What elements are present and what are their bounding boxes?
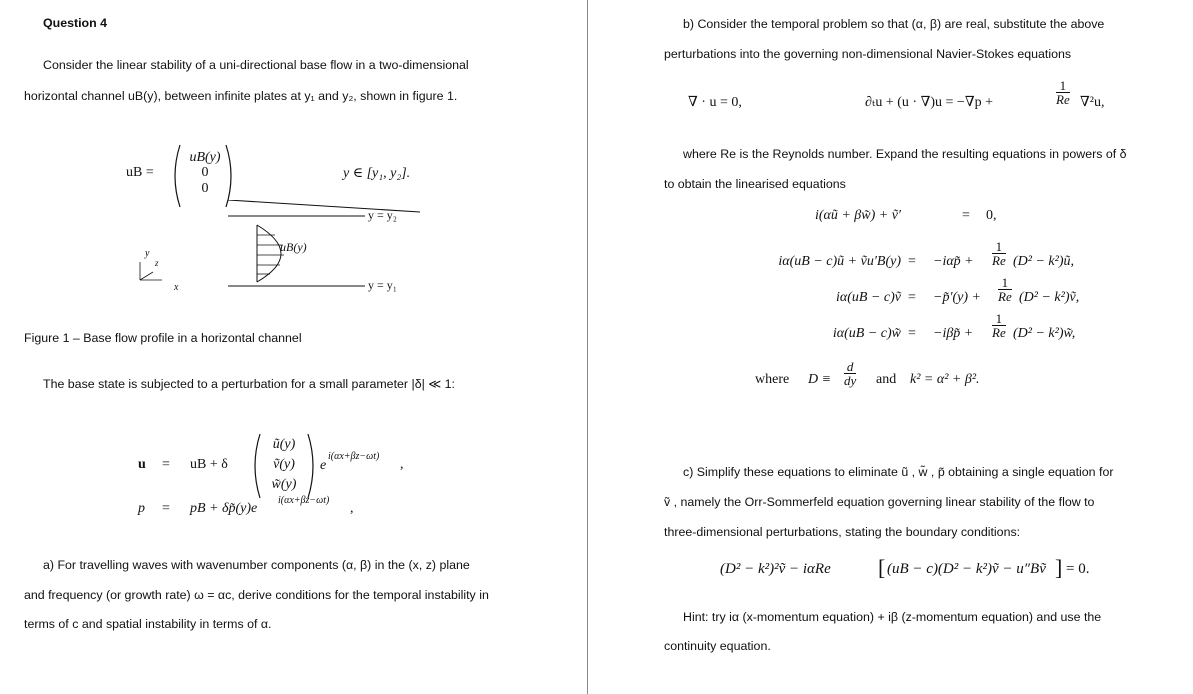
os-close-bracket: ] xyxy=(1055,555,1063,580)
reynolds-line-2: to obtain the linearised equations xyxy=(664,177,846,191)
pert-u-eq: = xyxy=(162,457,170,472)
ns-frac-num: 1 xyxy=(1056,79,1070,93)
pert-c1: ũ(y) xyxy=(272,437,296,452)
part-a-line-2: and frequency (or growth rate) ω = αc, derive conditions for the temporal instability in xyxy=(24,588,489,602)
lin-eq-4-lhs: iα(uB − c)w̃ xyxy=(832,326,901,341)
part-a-line-1: a) For travelling waves with wavenumber components (α, β) in the (x, z) plane xyxy=(43,558,470,572)
lin-eq-2-tail: (D² − k²)ũ, xyxy=(1013,254,1074,269)
base-vector-domain: y ∈ [y₁, y₂]. xyxy=(343,166,411,181)
frac-den: Re xyxy=(992,253,1006,268)
lin-eq-3-tail: (D² − k²)ṽ, xyxy=(1019,290,1080,305)
bottom-plate-label: y = y₁ xyxy=(368,278,397,292)
pert-u-lhs: u xyxy=(138,457,146,472)
axis-z-label: z xyxy=(155,258,159,268)
frac-den: Re xyxy=(992,325,1006,340)
os-open-bracket: [ xyxy=(878,555,886,580)
where-d-frac xyxy=(844,360,856,387)
velocity-profile xyxy=(257,225,281,282)
os-head: (D² − k²)²ṽ − iαRe xyxy=(720,561,831,577)
part-c-line-1: c) Simplify these equations to eliminate ũ , w̃ , p̃ obtaining a single equation for xyxy=(683,465,1114,479)
pert-p-rhs: pB + δp̃(y)e xyxy=(190,501,258,516)
where-D: D ≡ xyxy=(808,372,832,387)
pert-u-exponent: i(αx+βz−ωt) xyxy=(328,451,380,462)
figure-caption: Figure 1 – Base flow profile in a horizontal channel xyxy=(24,331,302,345)
hint-line-2: continuity equation. xyxy=(664,639,771,653)
axis-y-label: y xyxy=(145,248,150,259)
pert-u-comma: , xyxy=(400,457,404,472)
pert-p-lhs: p xyxy=(138,501,145,516)
where-and: and xyxy=(876,372,897,387)
lin-eq-3-rhs: −p̃′(y) + xyxy=(933,290,981,305)
frac-num: 1 xyxy=(992,312,1006,326)
part-a-line-3: terms of c and spatial instability in terms of α. xyxy=(24,617,272,631)
lin-eq-3-frac xyxy=(998,276,1012,303)
frac-den: Re xyxy=(998,289,1012,304)
ns-continuity: ∇ · u = 0, xyxy=(688,95,742,110)
part-c-line-3: three-dimensional perturbations, stating the boundary conditions: xyxy=(664,525,1021,539)
ns-momentum-lhs: ∂ₜu + (u · ∇)u = −∇p + xyxy=(865,95,993,110)
where-d-den: dy xyxy=(844,373,857,388)
frac-num: 1 xyxy=(998,276,1012,290)
lin-eq-1-eq: = xyxy=(962,208,970,223)
pert-c2: ṽ(y) xyxy=(273,457,295,472)
lin-eq-4-frac xyxy=(992,312,1006,339)
axis-x-label: x xyxy=(174,282,179,293)
intro-line-1: Consider the linear stability of a uni-directional base flow in a two-dimensional xyxy=(43,58,469,72)
pert-p-exponent: i(αx+βz−ωt) xyxy=(278,495,330,506)
lin-eq-2-rhs: −iαp̃ + xyxy=(933,254,974,269)
lin-eq-1-lhs: i(αũ + βw̃) + ṽ′ xyxy=(814,208,901,223)
lin-eq-4-eq: = xyxy=(908,326,916,341)
part-c-line-2: ṽ , namely the Orr-Sommerfeld equation governing linear stability of the flow to xyxy=(664,495,1095,509)
lin-eq-3-lhs: iα(uB − c)ṽ xyxy=(836,290,901,305)
hint-line-1: Hint: try iα (x-momentum equation) + iβ (z-momentum equation) and use the xyxy=(683,610,1102,624)
where-d-num: d xyxy=(844,360,856,374)
lin-eq-4-tail: (D² − k²)w̃, xyxy=(1013,326,1076,341)
reynolds-line-1: where Re is the Reynolds number. Expand the resulting equations in powers of δ xyxy=(683,147,1127,161)
top-plate-label: y = y₂ xyxy=(368,208,397,222)
base-vector-c1: uB(y) xyxy=(189,150,221,165)
where-k: k² = α² + β². xyxy=(910,372,980,387)
profile-label: uB(y) xyxy=(280,240,307,254)
lin-eq-2-lhs: iα(uB − c)ũ + ṽu′B(y) xyxy=(778,254,901,269)
frac-num: 1 xyxy=(992,240,1006,254)
pert-u-exp-base: e xyxy=(320,458,327,473)
os-inner: (uB − c)(D² − k²)ṽ − u″Bṽ xyxy=(887,561,1046,577)
intro-line-2: horizontal channel uB(y), between infinite plates at y₁ and y₂, shown in figure 1. xyxy=(24,89,458,103)
pert-p-eq: = xyxy=(162,501,170,516)
pert-u-rhs: uB + δ xyxy=(190,457,228,472)
lin-eq-4-rhs: −iβp̃ + xyxy=(933,326,974,341)
base-vector-c3: 0 xyxy=(201,181,209,196)
where-word: where xyxy=(755,372,790,387)
lin-eq-2-eq: = xyxy=(908,254,916,269)
lin-eq-3-eq: = xyxy=(908,290,916,305)
os-tail: = 0. xyxy=(1066,561,1090,577)
part-b-line-2: perturbations into the governing non-dimensional Navier-Stokes equations xyxy=(664,47,1072,61)
page-divider xyxy=(587,0,588,694)
perturbation-intro: The base state is subjected to a perturbation for a small parameter |δ| ≪ 1: xyxy=(43,377,455,391)
question-title: Question 4 xyxy=(43,16,108,30)
ns-momentum-tail: ∇²u, xyxy=(1080,95,1105,110)
part-b-line-1: b) Consider the temporal problem so that (α, β) are real, substitute the above xyxy=(683,17,1105,31)
ns-frac-den: Re xyxy=(1056,92,1070,107)
base-vector-c2: 0 xyxy=(201,165,209,180)
lin-eq-2-frac xyxy=(992,240,1006,267)
pert-c3: w̃(y) xyxy=(271,477,297,492)
pert-p-comma: , xyxy=(350,501,354,516)
lin-eq-1-rhs: 0, xyxy=(986,208,997,223)
ns-frac xyxy=(1056,79,1070,106)
axis-z-line xyxy=(140,272,153,280)
base-vector-lhs: uB = xyxy=(126,165,154,180)
